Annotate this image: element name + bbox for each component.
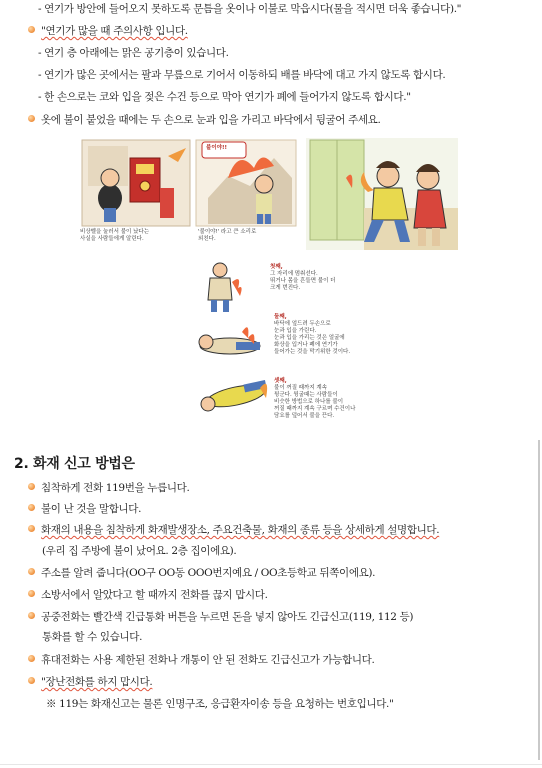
bullet-icon xyxy=(28,115,35,122)
bullet-text: 소방서에서 알았다고 할 때까지 전화를 끊지 맙시다. xyxy=(41,589,268,601)
bullet-icon xyxy=(28,568,35,575)
bullet-icon xyxy=(28,677,35,684)
bullet-item xyxy=(28,481,189,495)
bullet-item xyxy=(28,113,380,127)
step3-text: 불이 꺼질 때까지 계속 뒹군다. 뒹굴때는 사람들이 비슷한 방법으로 하나를 불이 꺼질 때까지 계속 구르며 수건이나 담요를 덮어서 불을 끈다. xyxy=(274,385,356,419)
step3-title: 셋째, xyxy=(274,378,287,384)
bullet-icon xyxy=(28,504,35,511)
page-bottom-divider xyxy=(0,764,542,765)
bullet-item xyxy=(28,502,141,516)
step1-text: 그 자리에 멈춰선다. 뛰거나 몸을 흔들면 불이 더 크게 번진다. xyxy=(270,271,336,291)
bullet-item xyxy=(28,653,374,667)
stop-drop-roll-illustration xyxy=(196,258,356,436)
bullet-item xyxy=(28,588,268,602)
text-line: - 연기가 방안에 들어오지 못하도록 문틈을 옷이나 이불로 막읍시다(물을 적시면 더욱 좋습니다)." xyxy=(38,3,462,15)
page-edge-mark xyxy=(538,440,540,760)
text-line: 통화를 할 수 있습니다. xyxy=(42,631,143,643)
bullet-icon xyxy=(28,655,35,662)
text-line: - 연기 층 아래에는 맑은 공기층이 있습니다. xyxy=(38,47,229,59)
bullet-text: 화재의 내용을 침착하게 화재발생장소, 주요건축물, 화재의 종류 등을 상세하게 설명합니다. xyxy=(41,524,440,536)
section-heading: 2. 화재 신고 방법은 xyxy=(14,456,135,472)
bullet-text: "연기가 많을 때 주의사항 입니다. xyxy=(41,25,188,37)
bullet-text: 휴대전화는 사용 제한된 전화나 개통이 안 된 전화도 긴급신고가 가능합니다. xyxy=(41,654,375,666)
caption-alarm: 비상벨을 눌러서 불이 났다는 사실을 사람들에게 알린다. xyxy=(80,229,150,242)
step2-title: 둘째, xyxy=(274,314,287,320)
fire-speech-bubble: 불이야!! xyxy=(206,145,227,151)
bullet-text: 주소를 알려 줍니다(OO구 OO동 OOO번지예요 / OO초등학교 뒤쪽이에요). xyxy=(41,567,376,579)
burning-clothes-drawing xyxy=(306,138,458,250)
text-line: (우리 집 주방에 불이 났어요. 2층 집이에요). xyxy=(42,545,237,557)
bullet-text: 옷에 불이 붙었을 때에는 두 손으로 눈과 입을 가리고 바닥에서 뒹굴어 주세요. xyxy=(41,114,381,126)
bullet-text: 불이 난 것을 말합니다. xyxy=(41,503,142,515)
text-line: - 연기가 많은 곳에서는 팔과 무릎으로 기어서 이동하되 배를 바닥에 대고 가지 않도록 합시다. xyxy=(38,69,446,81)
caption-shout: '불이야!' 라고 큰 소리로 외친다. xyxy=(198,229,257,242)
bullet-text: 공중전화는 빨간색 긴급통화 버튼을 누르면 돈을 넣지 않아도 긴급신고(119, 112 등) xyxy=(41,611,414,623)
step1-title: 첫째, xyxy=(270,264,283,270)
bullet-icon xyxy=(28,483,35,490)
bullet-text: "장난전화를 하지 맙시다. xyxy=(41,676,153,688)
step2-text: 바닥에 엎드려 두손으로 눈과 입을 가린다. 눈과 입을 가리는 것은 얼굴에 화상을 입거나 폐에 연기가 들어가는 것을 막기위한 것이다. xyxy=(274,321,351,355)
text-line: - 한 손으로는 코와 입을 젖은 수건 등으로 막아 연기가 폐에 들어가지 않도록 합시다." xyxy=(38,91,411,103)
bullet-icon xyxy=(28,590,35,597)
bullet-item xyxy=(28,610,413,624)
bullet-icon xyxy=(28,26,35,33)
bullet-icon xyxy=(28,612,35,619)
burning-clothes-illustration xyxy=(306,138,458,250)
bullet-icon xyxy=(28,525,35,532)
bullet-item xyxy=(28,566,375,580)
bullet-item xyxy=(28,523,439,537)
fire-alarm-illustration xyxy=(78,138,300,250)
bullet-text: 침착하게 전화 119번을 누릅니다. xyxy=(41,482,190,494)
bullet-item xyxy=(28,24,188,38)
bullet-item xyxy=(28,675,152,689)
note-line: ※ 119는 화재신고는 물론 인명구조, 응급환자이송 등을 요청하는 번호입니다." xyxy=(46,698,394,710)
